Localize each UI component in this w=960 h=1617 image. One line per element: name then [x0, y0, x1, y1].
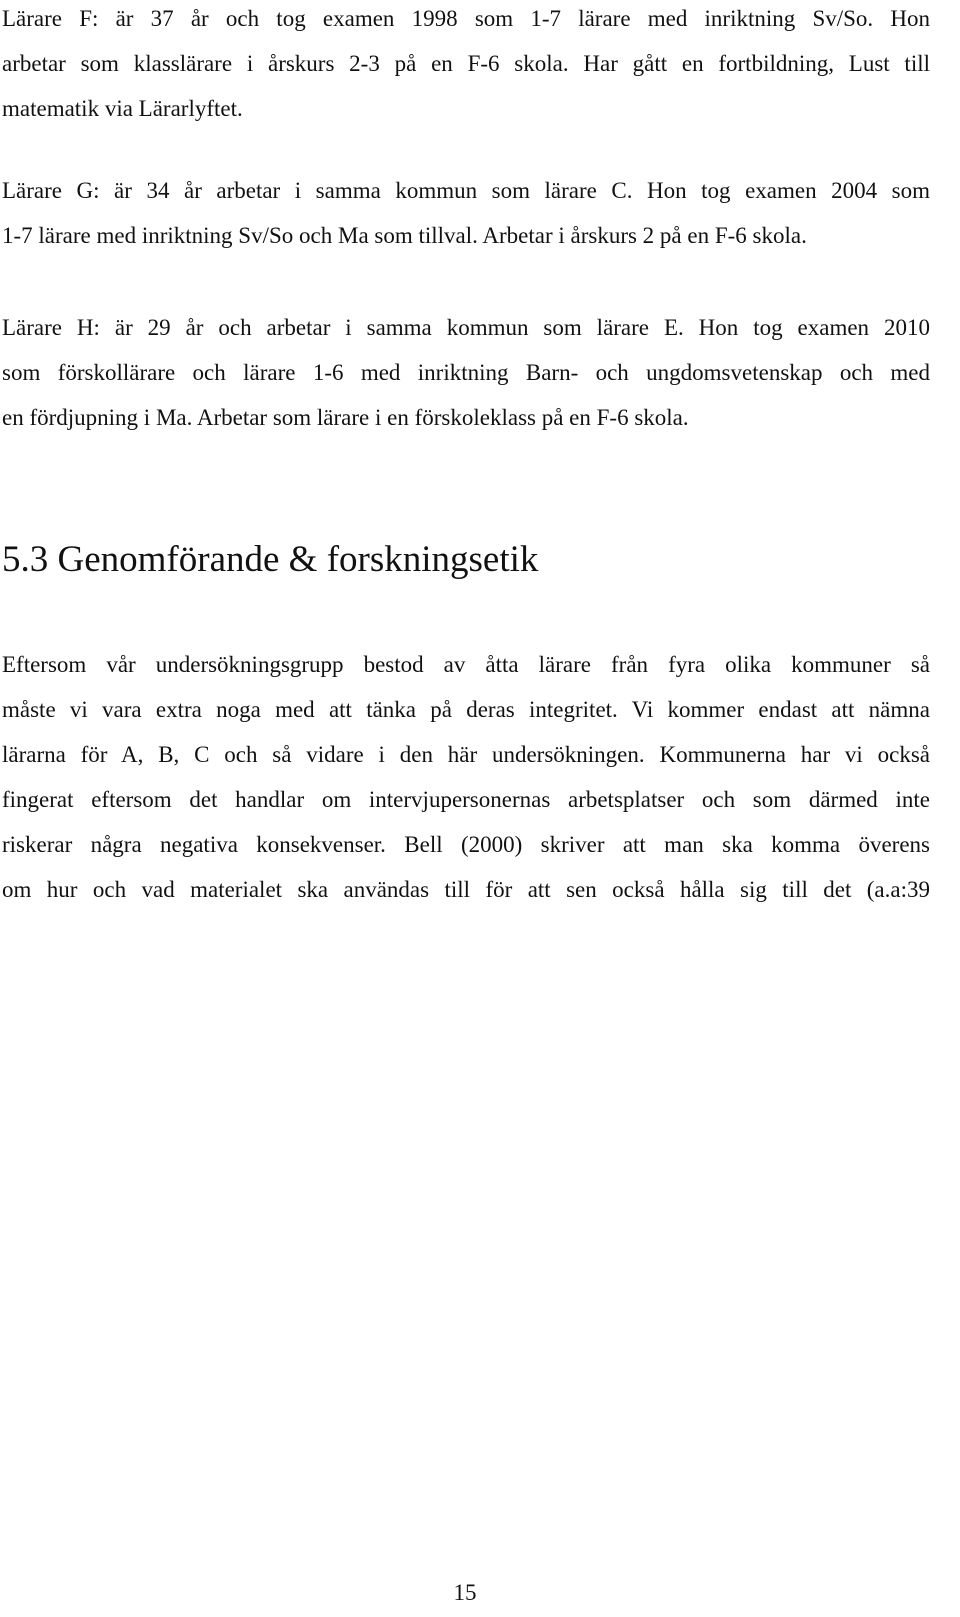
paragraph-teacher-h	[2, 305, 930, 440]
section-heading: 5.3 Genomförande & forskningsetik	[2, 539, 539, 580]
paragraph-line: riskerar några negativa konsekvenser. Bell (2000) skriver att man ska komma överens	[2, 832, 930, 857]
paragraph-line: om hur och vad materialet ska användas till för att sen också hålla sig till det (a.a:39	[2, 877, 930, 902]
paragraph-line: måste vi vara extra noga med att tänka på deras integritet. Vi kommer endast att nämna	[2, 697, 930, 722]
paragraph-line: lärarna för A, B, C och så vidare i den här undersökningen. Kommunerna har vi också	[2, 742, 930, 767]
paragraph-line: som förskollärare och lärare 1-6 med inriktning Barn- och ungdomsvetenskap och med	[2, 360, 930, 385]
paragraph-line: matematik via Lärarlyftet.	[2, 96, 243, 121]
paragraph-line: Eftersom vår undersökningsgrupp bestod av åtta lärare från fyra olika kommuner så	[2, 652, 930, 677]
paragraph-line: en fördjupning i Ma. Arbetar som lärare i en förskoleklass på en F-6 skola.	[2, 405, 689, 430]
paragraph-line: Lärare H: är 29 år och arbetar i samma kommun som lärare E. Hon tog examen 2010	[2, 315, 930, 340]
paragraph-teacher-g	[2, 168, 930, 258]
paragraph-line: fingerat eftersom det handlar om intervjupersonernas arbetsplatser och som därmed inte	[2, 787, 930, 812]
paragraph-line: arbetar som klasslärare i årskurs 2-3 på en F-6 skola. Har gått en fortbildning, Lust till	[2, 51, 930, 76]
paragraph-teacher-f	[2, 0, 930, 131]
page-number: 15	[453, 1580, 477, 1605]
paragraph-line: Lärare G: är 34 år arbetar i samma kommun som lärare C. Hon tog examen 2004 som	[2, 178, 930, 203]
paragraph-line: Lärare F: är 37 år och tog examen 1998 som 1-7 lärare med inriktning Sv/So. Hon	[2, 6, 930, 31]
paragraph-research-ethics	[2, 642, 930, 912]
paragraph-line: 1-7 lärare med inriktning Sv/So och Ma som tillval. Arbetar i årskurs 2 på en F-6 skola.	[2, 223, 807, 248]
